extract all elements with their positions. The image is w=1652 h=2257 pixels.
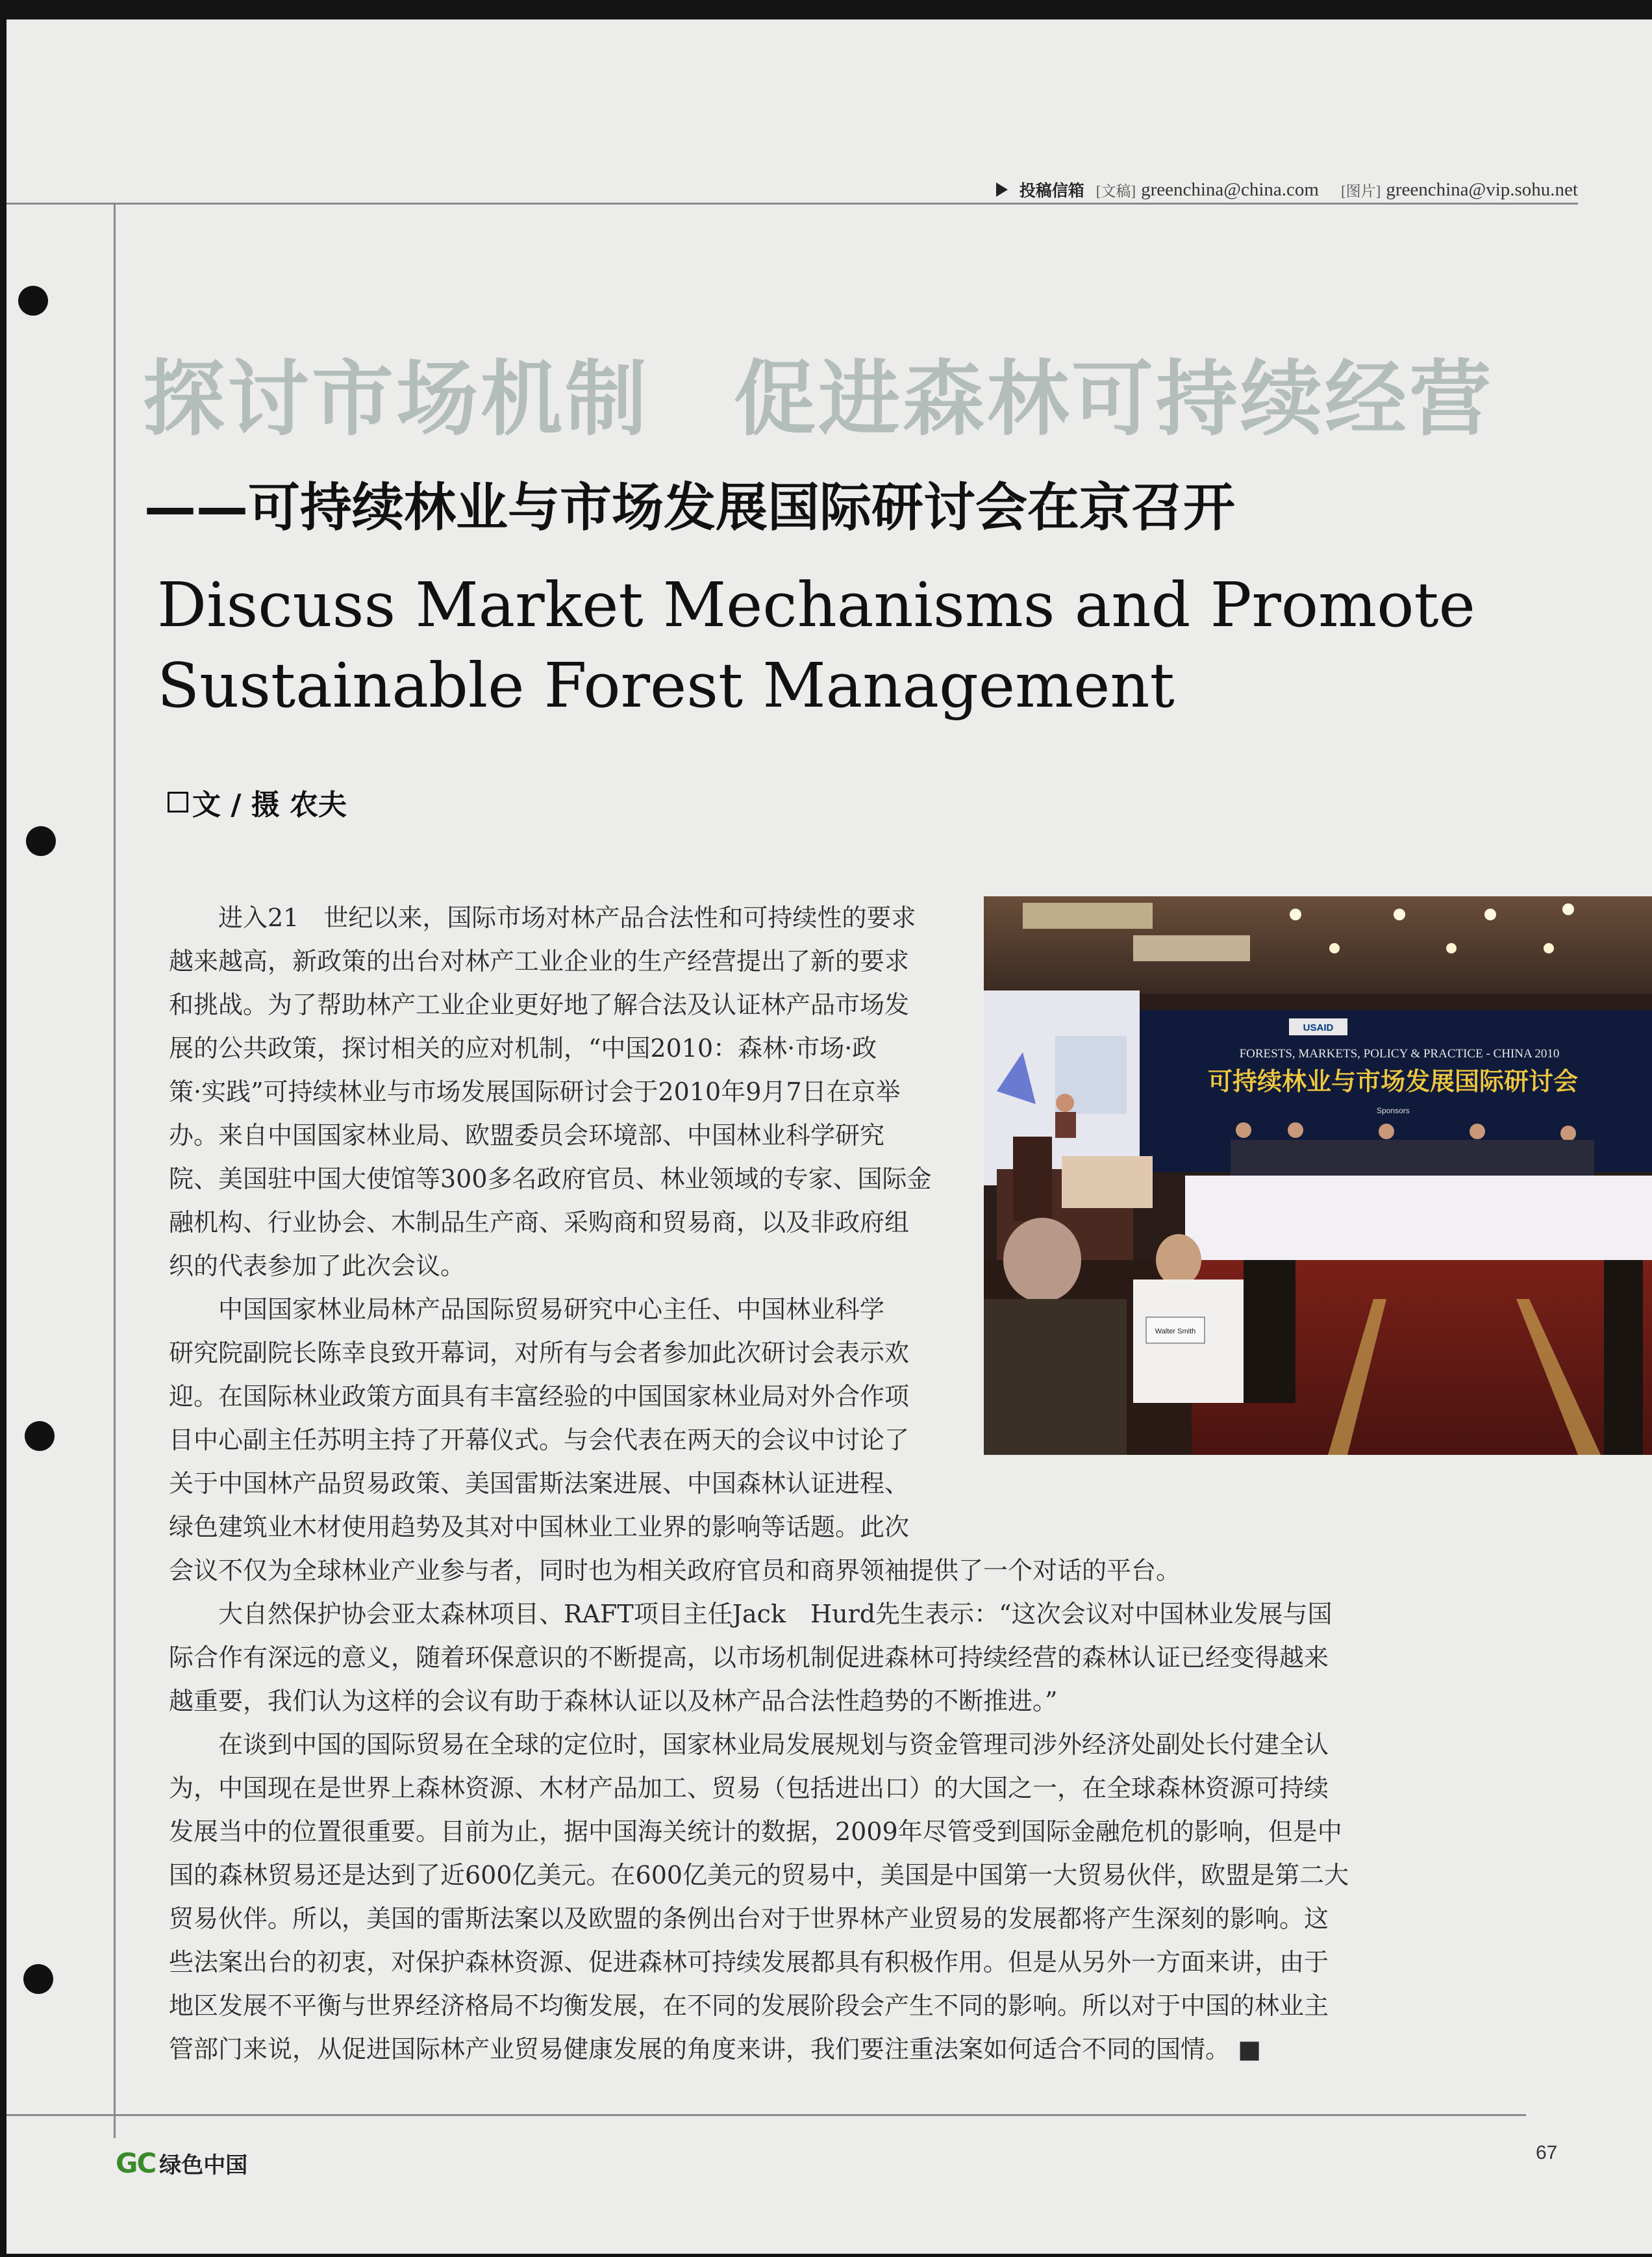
- binder-hole: [23, 1964, 53, 1994]
- manuscript-tag: [文稿]: [1095, 183, 1136, 199]
- submission-info: [929, 174, 1578, 205]
- photo-tag: [图片]: [1340, 183, 1381, 199]
- text-line: 发展当中的位置很重要。目前为止，据中国海关统计的数据，2009年尽管受到国际金融危机的影响，但是中: [169, 1817, 1342, 1846]
- text-line: 办。来自中国国家林业局、欧盟委员会环境部、中国林业科学研究: [169, 1121, 885, 1150]
- text-line: 绿色建筑业木材使用趋势及其对中国林业工业界的影响等话题。此次: [169, 1513, 910, 1541]
- podium-sign: [1062, 1156, 1153, 1208]
- downlight: [1484, 909, 1496, 920]
- text-line: 大自然保护协会亚太森林项目、RAFT项目主任Jack Hurd先生表示：“这次会议对中国林业发展与国: [169, 1600, 1333, 1628]
- play-triangle-icon: [996, 183, 1008, 197]
- ceiling-light: [1133, 935, 1250, 961]
- conference-photo-svg: [984, 896, 1652, 1455]
- binder-hole: [26, 826, 56, 856]
- page-number: 67: [1536, 2142, 1558, 2163]
- downlight: [1446, 943, 1457, 953]
- byline-text: 文 / 摄 农夫: [192, 788, 347, 822]
- article-title: [143, 344, 1636, 455]
- conference-photo: [984, 896, 1652, 1455]
- text-line: 为，中国现在是世界上森林资源、木材产品加工、贸易（包括进出口）的大国之一，在全球森林资源可持续: [169, 1774, 1329, 1802]
- banner-top-text: FORESTS, MARKETS, POLICY & PRACTICE - CHINA 2010: [1239, 1047, 1560, 1061]
- title-part-1: 探讨市场机制: [143, 351, 649, 447]
- binder-hole: [18, 286, 48, 316]
- panelist: [1470, 1124, 1485, 1139]
- usaid-logo-text: USAID: [1303, 1022, 1334, 1033]
- banner-sponsor-label: Sponsors: [1377, 1106, 1410, 1115]
- text-line: 际合作有深远的意义，随着环保意识的不断提高，以市场机制促进森林可持续经营的森林认证已经变得越来: [169, 1643, 1329, 1672]
- attendee-head: [1156, 1234, 1201, 1286]
- downlight: [1290, 909, 1301, 920]
- text-line: 越来越高，新政策的出台对林产工业企业的生产经营提出了新的要求: [169, 947, 910, 976]
- manuscript-email: greenchina@china.com: [1141, 179, 1319, 200]
- text-line: 进入21 世纪以来，国际市场对林产品合法性和可持续性的要求: [169, 903, 916, 932]
- text-line: 目中心副主任苏明主持了开幕仪式。与会代表在两天的会议中讨论了: [169, 1426, 910, 1454]
- text-line: 国的森林贸易还是达到了近600亿美元。在600亿美元的贸易中，美国是中国第一大贸易伙伴，欧盟是第二大: [169, 1861, 1349, 1889]
- speaker-body: [1055, 1112, 1076, 1138]
- downlight: [1329, 943, 1340, 953]
- banner-cn-text: 可持续林业与市场发展国际研讨会: [1207, 1067, 1579, 1096]
- panelist: [1560, 1126, 1576, 1141]
- text-line: 中国国家林业局林产品国际贸易研究中心主任、中国林业科学: [169, 1295, 885, 1324]
- ceiling-light: [1023, 903, 1153, 929]
- text-line: 迎。在国际林业政策方面具有丰富经验的中国国家林业局对外合作项: [169, 1382, 910, 1411]
- text-line: 地区发展不平衡与世界经济格局不均衡发展，在不同的发展阶段会产生不同的影响。所以对于中国的林业主: [169, 1991, 1329, 2020]
- footer-rule: [6, 2114, 1526, 2116]
- attendee-head: [1003, 1218, 1081, 1302]
- downlight: [1562, 903, 1574, 915]
- footer-logo: [116, 2143, 247, 2182]
- text-line: 会议不仅为全球林业产业参与者，同时也为相关政府官员和商界领袖提供了一个对话的平台。: [169, 1556, 1181, 1585]
- attendee-body: [984, 1299, 1127, 1455]
- text-line: 关于中国林产品贸易政策、美国雷斯法案进展、中国森林认证进程、: [169, 1469, 910, 1498]
- submit-label: 投稿信箱: [1019, 181, 1084, 200]
- text-line: 展的公共政策，探讨相关的应对机制，“中国2010：森林·市场·政: [169, 1034, 877, 1063]
- table-leg: [1244, 1260, 1295, 1403]
- text-line: 在谈到中国的国际贸易在全球的定位时，国家林业局发展规划与资金管理司涉外经济处副处长付建全认: [169, 1730, 1329, 1759]
- name-card-text: Walter Smith: [1155, 1328, 1196, 1335]
- downlight: [1394, 909, 1405, 920]
- paragraph-4: [169, 1723, 1403, 2071]
- magazine-page: [6, 19, 1652, 2254]
- paragraph-3: [169, 1593, 1403, 1723]
- square-icon: [168, 792, 188, 813]
- text-line: 些法案出台的初衷，对保护森林资源、促进森林可持续发展都具有积极作用。但是从另外一方面来讲，由于: [169, 1948, 1329, 1976]
- text-line: 融机构、行业协会、木制品生产商、采购商和贸易商，以及非政府组: [169, 1208, 910, 1237]
- byline: [168, 779, 622, 825]
- gc-logo-mark: GC: [116, 2147, 156, 2179]
- panelist: [1288, 1122, 1303, 1138]
- english-title: [157, 565, 1475, 726]
- left-margin-rule: [114, 203, 116, 2138]
- panelist: [1236, 1122, 1251, 1138]
- side-table: [1604, 1260, 1643, 1455]
- panelist: [1379, 1124, 1394, 1139]
- article-subtitle: ——可持续林业与市场发展国际研讨会在京召开: [144, 477, 1235, 538]
- text-line: 管部门来说，从促进国际林产业贸易健康发展的角度来讲，我们要注重法案如何适合不同的国情。 ■: [169, 2035, 1261, 2063]
- text-line: 和挑战。为了帮助林产工业企业更好地了解合法及认证林产品市场发: [169, 990, 910, 1019]
- podium: [1013, 1137, 1052, 1221]
- photo-email: greenchina@vip.sohu.net: [1386, 179, 1578, 200]
- text-line: 越重要，我们认为这样的会议有助于森林认证以及林产品合法性趋势的不断推进。”: [169, 1687, 1058, 1715]
- text-line: 院、美国驻中国大使馆等300多名政府官员、林业领域的专家、国际金: [169, 1165, 932, 1193]
- english-title-line-1: Discuss Market Mechanisms and Promote: [157, 570, 1475, 641]
- text-line: 贸易伙伴。所以，美国的雷斯法案以及欧盟的条例出台对于世界林产业贸易的发展都将产生深刻的影响。这: [169, 1904, 1329, 1933]
- text-line: 织的代表参加了此次会议。: [169, 1252, 466, 1280]
- english-title-line-2: Sustainable Forest Management: [157, 650, 1175, 722]
- text-line: 研究院副院长陈幸良致开幕词，对所有与会者参加此次研讨会表示欢: [169, 1339, 910, 1367]
- gc-logo-text: 绿色中国: [159, 2152, 248, 2178]
- title-part-2: 促进森林可持续经营: [734, 351, 1494, 447]
- panelists-row: [1231, 1140, 1594, 1176]
- speaker-head: [1056, 1094, 1074, 1112]
- text-line: 策·实践”可持续林业与市场发展国际研讨会于2010年9月7日在京举: [169, 1078, 901, 1106]
- binder-hole: [25, 1421, 55, 1451]
- downlight: [1544, 943, 1554, 953]
- head-table: [1185, 1176, 1652, 1260]
